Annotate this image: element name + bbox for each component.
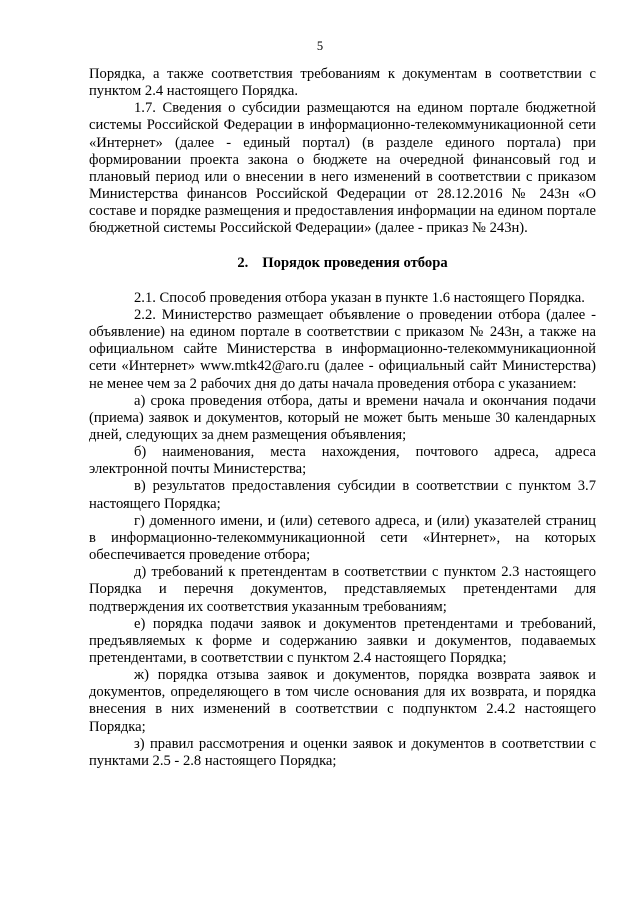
clause-2-2: 2.2. Министерство размещает объявление о проведении отбора (далее - объявление) на едином портале в соответствии с приказом № 243н, а также на официальном сайте Министерства в информационно-телекоммуникационной сети «Интернет» www.mtk42@aro.ru (далее - официальный сайт Министерства) не менее чем за 2 рабочих дня до даты начала проведения отбора с указанием:	[89, 306, 596, 392]
document-body	[89, 66, 596, 770]
page-number: 5	[316, 39, 324, 53]
list-item-zh: ж) порядка отзыва заявок и документов, порядка возврата заявок и документов, определяющего в том числе основания для их возврата, и порядка внесения в них изменений в соответствии с подпунктом 2.4.2 настоящего Порядка;	[89, 667, 596, 735]
list-item-v: в) результатов предоставления субсидии в соответствии с пунктом 3.7 настоящего Порядка;	[89, 478, 596, 512]
clause-1-7: 1.7. Сведения о субсидии размещаются на едином портале бюджетной системы Российской Федерации в информационно-телекоммуникационной сети «Интернет» (далее - единый портал) (в разделе единого портала) при формировании проекта закона о бюджете на очередной финансовый год и плановый период или о внесении в него изменений в соответствии с приказом Министерства финансов Российской Федерации от 28.12.2016 № 243н «О составе и порядке размещения и предоставления информации на едином портале бюджетной системы Российской Федерации» (далее - приказ № 243н).	[89, 100, 596, 237]
intro-paragraph: Порядка, а также соответствия требованиям к документам в соответствии с пунктом 2.4 настоящего Порядка.	[89, 66, 596, 100]
section-title: Порядок проведения отбора	[262, 254, 448, 271]
section-number: 2.	[237, 254, 249, 271]
list-item-d: д) требований к претендентам в соответствии с пунктом 2.3 настоящего Порядка и перечня документов, представляемых претендентами для подтверждения их соответствия указанным требованиям;	[89, 564, 596, 615]
list-item-g: г) доменного имени, и (или) сетевого адреса, и (или) указателей страниц в информационно-телекоммуникационной сети «Интернет», на которых обеспечивается проведение отбора;	[89, 512, 596, 564]
list-item-e: е) порядка подачи заявок и документов претендентами и требований, предъявляемых к форме и содержанию заявки и документов, подаваемых претендентами, в соответствии с пунктом 2.4 настоящего Порядка;	[89, 615, 596, 666]
list-item-a: а) срока проведения отбора, даты и времени начала и окончания подачи (приема) заявок и документов, который не может быть меньше 30 календарных дней, следующих за днем размещения объявления;	[89, 392, 596, 443]
section-heading	[89, 255, 596, 272]
list-item-b: б) наименования, места нахождения, почтового адреса, адреса электронной почты Министерства;	[89, 444, 596, 478]
list-item-z: з) правил рассмотрения и оценки заявок и документов в соответствии с пунктами 2.5 - 2.8 настоящего Порядка;	[89, 735, 596, 769]
clause-2-1: 2.1. Способ проведения отбора указан в пункте 1.6 настоящего Порядка.	[134, 289, 585, 306]
